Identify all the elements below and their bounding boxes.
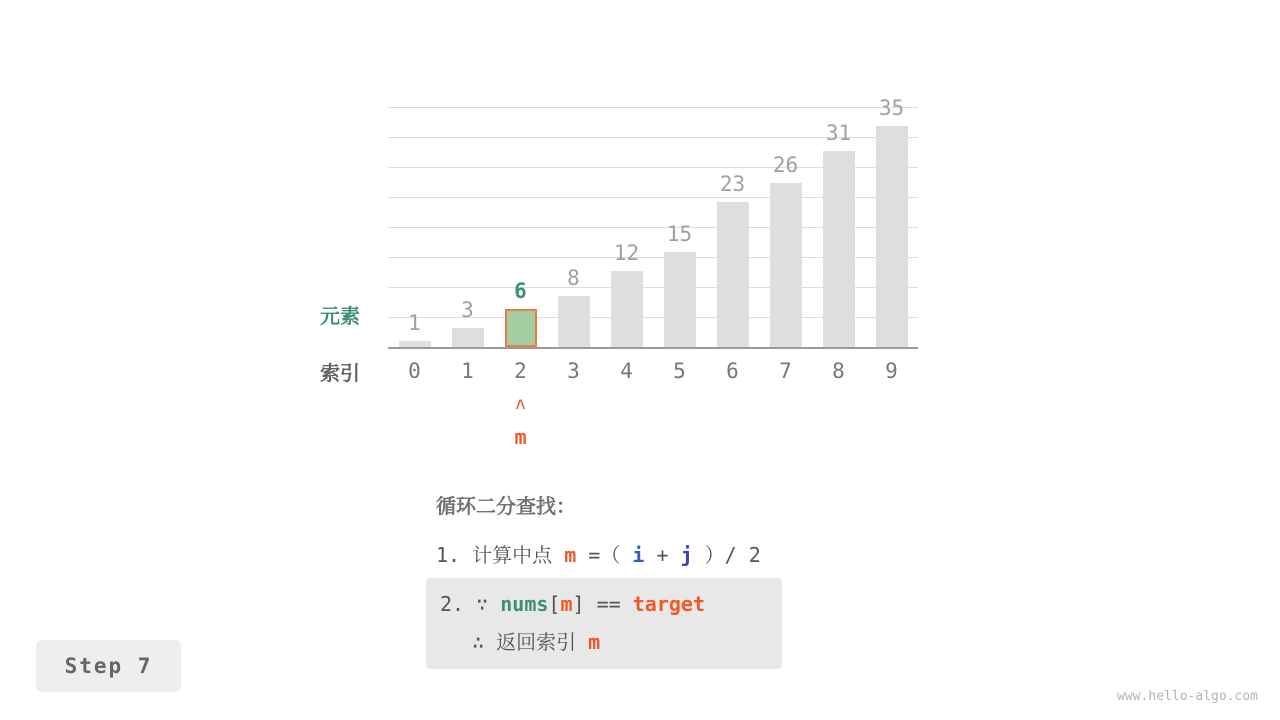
index-label: 2 [514, 359, 527, 383]
index-label: 4 [620, 359, 633, 383]
bar [558, 296, 590, 347]
bar-value-label: 26 [772, 153, 799, 177]
bar [770, 183, 802, 347]
bar [664, 252, 696, 347]
bar-slot [388, 107, 441, 347]
bar [717, 202, 749, 347]
bar-value-label: 3 [461, 298, 474, 322]
step-line-1 [436, 539, 1036, 568]
binary-search-chart [320, 95, 920, 449]
bar-value-label: 31 [825, 121, 852, 145]
bar [823, 151, 855, 347]
index-row-label: 索引 [320, 361, 360, 385]
step2-eq: == [596, 592, 621, 616]
index-label: 3 [567, 359, 580, 383]
step1-number: 1. [436, 543, 461, 567]
bar-slot [547, 107, 600, 347]
index-label: 9 [885, 359, 898, 383]
pointer-caret-icon: ʌ [515, 394, 526, 414]
bar-slot [494, 107, 547, 347]
step1-eq: =（ [588, 543, 621, 567]
bar [876, 126, 908, 347]
bar-value-label: 35 [878, 96, 905, 120]
x-axis-line [388, 347, 918, 349]
step2-because: ∵ [476, 592, 489, 616]
bar-value-label: 1 [408, 311, 421, 335]
bar-slot [812, 107, 865, 347]
bar-value-label: 6 [514, 279, 527, 303]
step1-m: m [564, 543, 577, 567]
index-label: 6 [726, 359, 739, 383]
step-highlight-box [426, 578, 782, 669]
index-label: 1 [461, 359, 474, 383]
step2-nums: nums [500, 592, 549, 616]
step-line-2 [440, 592, 782, 616]
index-label: 0 [408, 359, 421, 383]
index-label: 8 [832, 359, 845, 383]
step3-therefore: ∴ [472, 630, 485, 654]
bar-value-label: 15 [666, 222, 693, 246]
bar [611, 271, 643, 347]
step1-plus: + [656, 543, 669, 567]
element-row-label: 元素 [320, 304, 360, 328]
bar-slot [653, 107, 706, 347]
bar-value-label: 23 [719, 172, 746, 196]
plot-region [388, 96, 918, 449]
steps-title: 循环二分查找： [436, 494, 576, 518]
bar-slot [706, 107, 759, 347]
step2-number: 2. [440, 592, 465, 616]
pointer-label: m [514, 425, 527, 449]
bar-slot [600, 107, 653, 347]
index-label: 5 [673, 359, 686, 383]
step2-lbracket: [ [548, 592, 561, 616]
step-badge: Step 7 [36, 640, 181, 692]
step3-text: 返回索引 [496, 630, 577, 654]
step2-rbracket: ] [572, 592, 585, 616]
bar [452, 328, 484, 347]
bar-slot [865, 96, 918, 347]
index-axis [388, 359, 918, 389]
bar-value-label: 12 [613, 241, 640, 265]
bar-value-label: 8 [567, 266, 580, 290]
steps-block [436, 490, 1036, 654]
bar-highlighted [505, 309, 537, 347]
step1-tail: ）/ 2 [704, 543, 761, 567]
pointer-m [494, 394, 547, 449]
watermark: www.hello-algo.com [1117, 689, 1258, 704]
step2-target: target [632, 592, 705, 616]
step1-j: j [680, 543, 693, 567]
step2-m: m [560, 592, 573, 616]
step1-text: 计算中点 [472, 543, 553, 567]
step1-i: i [632, 543, 645, 567]
index-label: 7 [779, 359, 792, 383]
bar-slot [759, 107, 812, 347]
bar-slot [441, 107, 494, 347]
step-line-3 [440, 626, 782, 655]
bar-group [388, 96, 918, 347]
step3-m: m [588, 630, 601, 654]
